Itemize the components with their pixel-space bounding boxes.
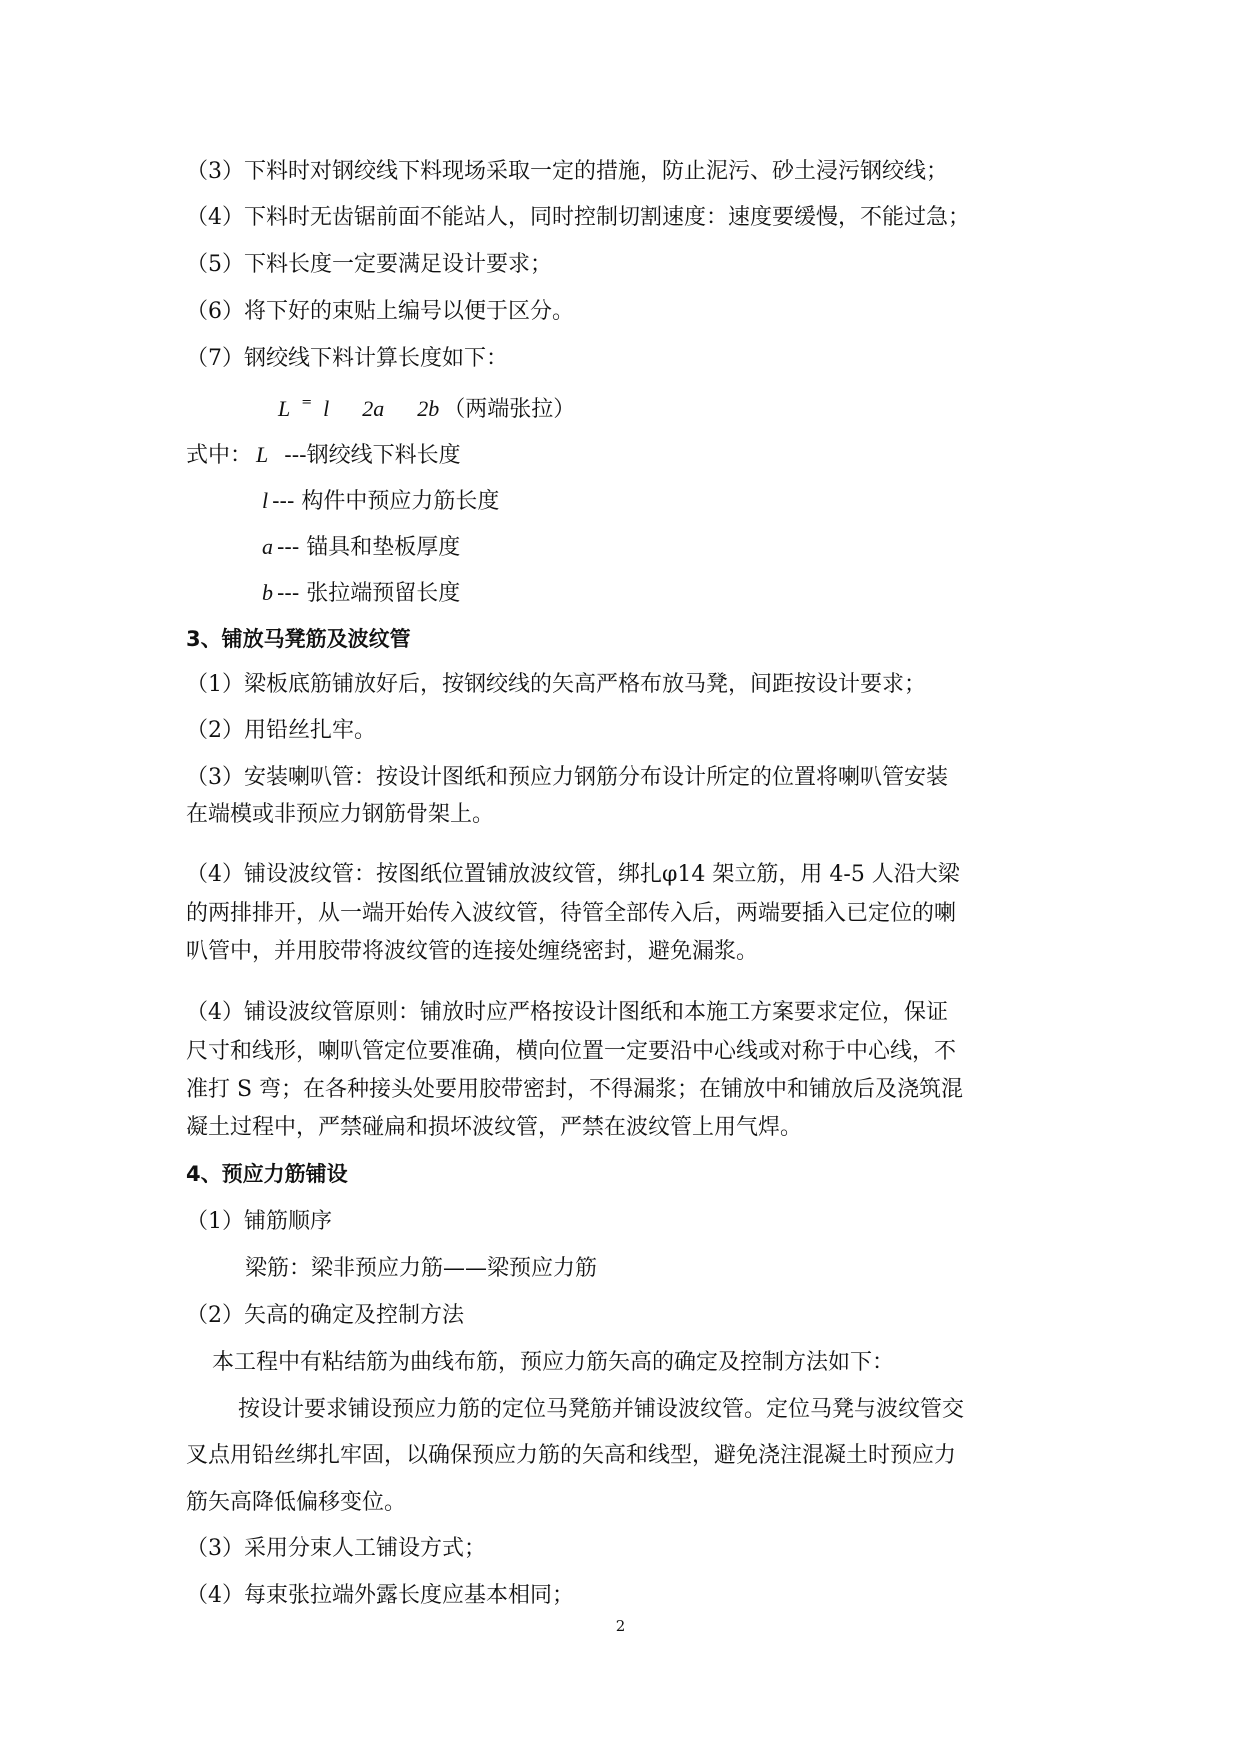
legend-var: L: [256, 442, 269, 467]
formula-var-l: l: [323, 396, 330, 421]
text-line: 本工程中有粘结筋为曲线布筋，预应力筋矢高的确定及控制方法如下：: [212, 1350, 895, 1375]
where-prefix: 式中：: [186, 443, 253, 468]
legend-var: b: [262, 580, 273, 605]
formula-symbol: =: [301, 395, 313, 410]
text-line: （3）采用分束人工铺设方式；: [186, 1536, 486, 1561]
formula-note: （两端张拉）: [443, 397, 576, 422]
formula-var-L: L: [278, 396, 291, 421]
text-line: （4）每束张拉端外露长度应基本相同；: [186, 1583, 574, 1608]
formula-legend-l: [262, 486, 499, 517]
formula-var-2a: 2a: [362, 396, 385, 421]
text-line: 叉点用铅丝绑扎牢固，以确保预应力筋的矢高和线型，避免浇注混凝土时预应力: [186, 1443, 957, 1468]
legend-var: l: [262, 488, 269, 513]
formula: [278, 394, 575, 428]
text-line: （2）用铅丝扎牢。: [186, 718, 376, 743]
text-line: 准打 S 弯；在各种接头处要用胶带密封，不得漏浆；在铺放中和铺放后及浇筑混: [186, 1077, 964, 1102]
text-line: 尺寸和线形，喇叭管定位要准确，横向位置一定要沿中心线或对称于中心线，不: [186, 1039, 957, 1064]
text-line: （4）下料时无齿锯前面不能站人，同时控制切割速度：速度要缓慢，不能过急；: [186, 205, 970, 230]
text-line: 按设计要求铺设预应力筋的定位马凳筋并铺设波纹管。定位马凳与波纹管交: [238, 1397, 965, 1422]
page-number: 2: [615, 1617, 626, 1635]
text-line: （1）梁板底筋铺放好后，按钢绞线的矢高严格布放马凳，间距按设计要求；: [186, 672, 926, 697]
text-line: 筋矢高降低偏移变位。: [186, 1490, 407, 1515]
text-line: （2）矢高的确定及控制方法: [186, 1303, 464, 1328]
legend-desc: --- 张拉端预留长度: [277, 581, 461, 606]
text-line: （1）铺筋顺序: [186, 1209, 332, 1234]
legend-var: a: [262, 534, 273, 559]
text-line: （3）下料时对钢绞线下料现场采取一定的措施，防止泥污、砂土浸污钢绞线；: [186, 159, 948, 184]
text-line: 凝土过程中，严禁碰扁和损坏波纹管，严禁在波纹管上用气焊。: [186, 1115, 803, 1140]
formula-var-2b: 2b: [417, 396, 440, 421]
text-line: 梁筋：梁非预应力筋——梁预应力筋: [245, 1256, 598, 1281]
text-line: （4）铺设波纹管原则：铺放时应严格按设计图纸和本施工方案要求定位，保证: [186, 1000, 948, 1025]
text-line: （3）安装喇叭管：按设计图纸和预应力钢筋分布设计所定的位置将喇叭管安装: [186, 765, 948, 790]
text-line: 叭管中，并用胶带将波纹管的连接处缠绕密封，避免漏浆。: [186, 939, 759, 964]
text-line: （6）将下好的束贴上编号以便于区分。: [186, 299, 574, 324]
text-line: （5）下料长度一定要满足设计要求；: [186, 252, 552, 277]
section-heading-4: 4、预应力筋铺设: [186, 1162, 348, 1186]
formula-legend-b: [262, 578, 460, 609]
text-line: （4）铺设波纹管：按图纸位置铺放波纹管，绑扎φ14 架立筋，用 4-5 人沿大梁: [186, 862, 960, 887]
text-line: 在端模或非预应力钢筋骨架上。: [186, 802, 495, 827]
section-heading-3: 3、铺放马凳筋及波纹管: [186, 627, 411, 651]
legend-desc: --- 构件中预应力筋长度: [272, 489, 500, 514]
formula-legend-a: [262, 532, 460, 563]
text-line: （7）钢绞线下料计算长度如下：: [186, 346, 508, 371]
formula-legend-L: [186, 440, 461, 471]
legend-desc: ---钢绞线下料长度: [284, 443, 461, 468]
legend-desc: --- 锚具和垫板厚度: [277, 535, 461, 560]
text-line: 的两排排开，从一端开始传入波纹管，待管全部传入后，两端要插入已定位的喇: [186, 901, 957, 926]
